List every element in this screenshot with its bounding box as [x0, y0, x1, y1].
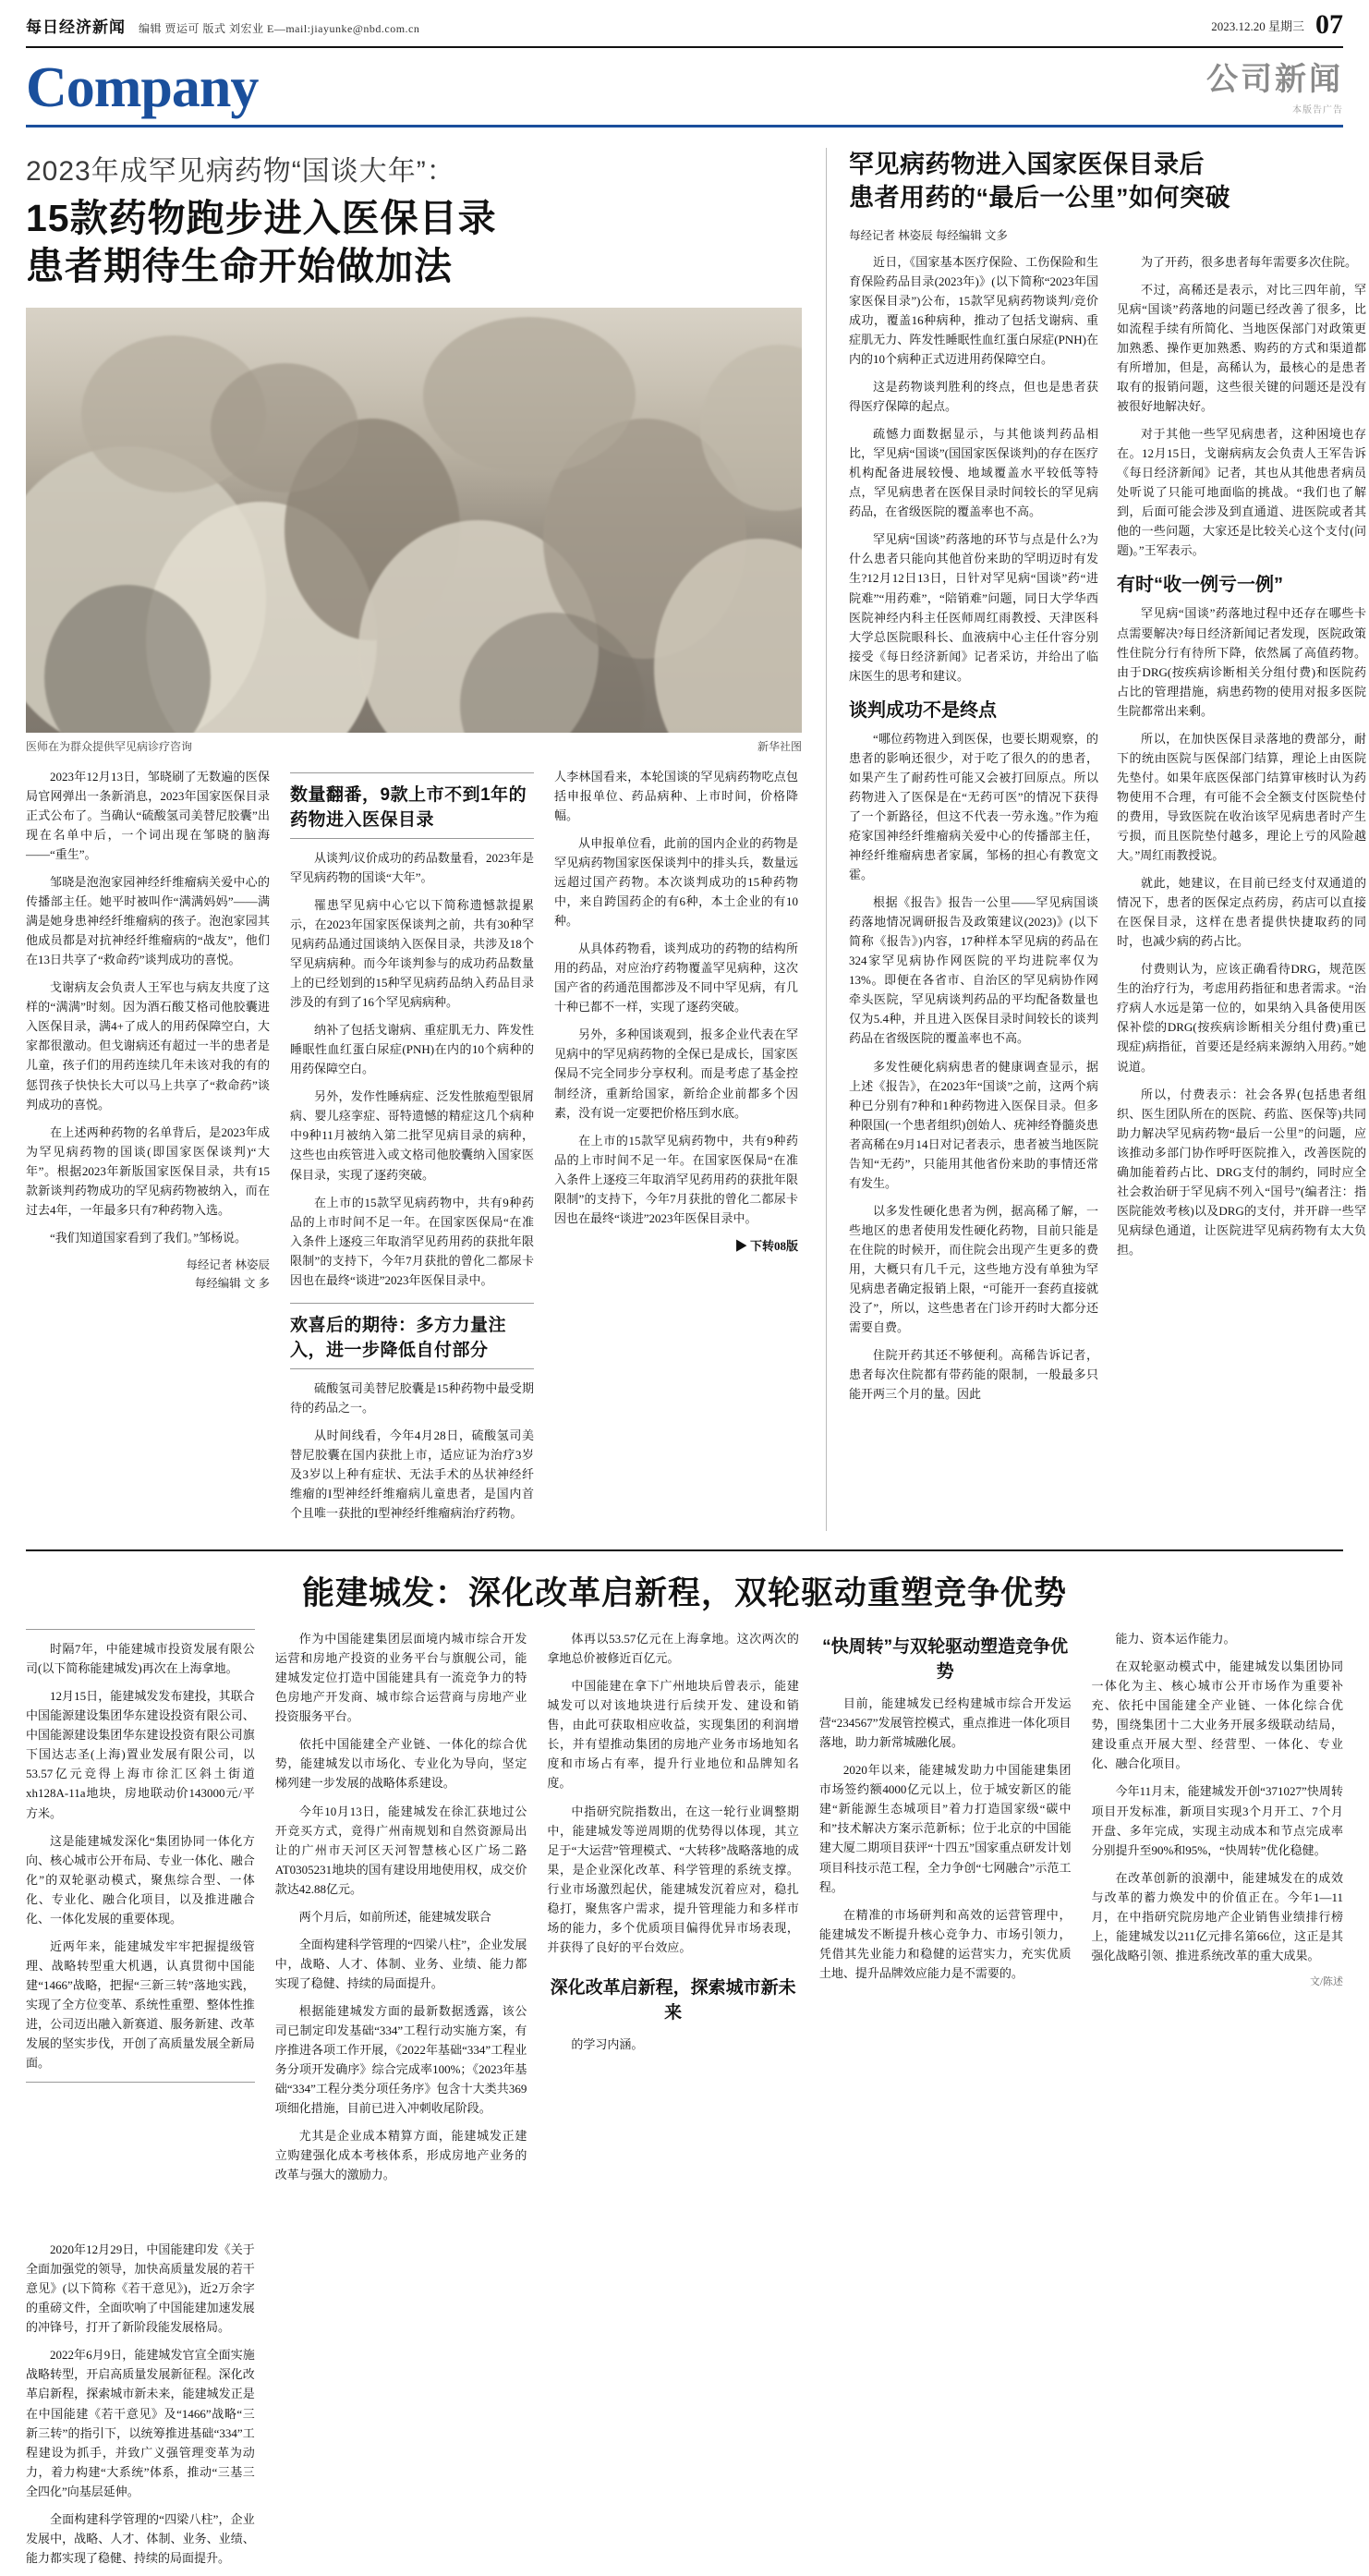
photo-credit: 新华社图: [757, 739, 802, 753]
feature-para: 体再以53.57亿元在上海拿地。这次两次的拿地总价被修近百亿元。: [547, 1632, 799, 1666]
lead-para: 在上述两种药物的名单背后，是2023年成为罕见病药物的国谈(即国家医保谈判)“大年”。根据2023年新版国家医保目录，共有15款新谈判药物成功的罕见病药物被纳入，而在过去4年，一年最多只有7种药物入选。: [26, 1124, 270, 1217]
lead-subhead-2-box: [290, 1303, 534, 1369]
feature-para: 中国能建在拿下广州地块后曾表示，能建城发可以对该地块进行后续开发、建设和销售，由此可获取相应收益，实现集团的利润增长，并有望推动集团的房地产业务市场地知名度和市场占有率，提升行业地位和品牌知名度。: [547, 1679, 799, 1791]
feature-para: 2020年12月29日，中国能建印发《关于全面加强党的领导，加快高质量发展的若干意见》(以下简称《若干意见》)，近2万余字的重磅文件，全面吹响了中国能建加速发展的冲锋号，打开了新阶段能发展格局。: [26, 2242, 255, 2335]
lead-para: 戈谢病友会负责人王军也与病友共度了这样的“满满”时刻。因为酒石酸艾格司他胶囊进入医保目录，满4+了成人的用药保障空白，大家都很激动。但戈谢病还有超过一半的患者是儿童，孩子们的用药连续几年未该对我的有的惩罚孩子快快长大可以马上共享了“救命药”谈判成功的喜悦。: [26, 980, 270, 1112]
section-subnote: 本版告广告: [1292, 104, 1343, 115]
right-para: 以多发性硬化患者为例，据高稀了解，一些地区的患者使用发性硬化药物，目前只能是在住院的时候开，而住院会出现产生更多的费用，大概只有几千元，这些地方没有单独为罕见病患者确定报销上限，“可能开一套药直接就没了”，所以，这些患者在门诊开药时大都分还需要自费。: [849, 1203, 1098, 1335]
right-para: 所以，付费表示：社会各界(包括患者组织、医生团队所在的医院、药监、医保等)共同助力解决罕见病药物“最后一公里”的问题，应该推动多部门协作呼吁医院推入，改善医院的确加能着药占比、DRG支付的制约，同时应全社会救治研于罕见病不列入“国号”(编者注：指医院能效考核)以及DRG的支付，并开辟一些罕见病绿色通道，让医院进罕见病药物有太大负担。: [1117, 1087, 1366, 1257]
masthead-right: [1211, 11, 1343, 39]
feature-para: 目前，能建城发已经构建城市综合开发运营“234567”发展管控模式，重点推进一体化项目落地，助力新常城融化展。: [818, 1696, 1072, 1750]
right-para: 多发性硬化病病患者的健康调查显示，据上述《报告》，在2023年“国谈”之前，这两个病种已分别有7种和1种药物进入医保目录。但多种限国(一个患者组织)创始人、疣神经脊髓炎患者高稀在9月14日对记者表示，患者被当地医院告知“无药”，只能用其他省份来助的事情还常有发生。: [849, 1059, 1098, 1190]
top-area: [26, 128, 1366, 1531]
lead-headline-2: 患者期待生命开始做加法: [26, 245, 453, 288]
page-number: 07: [1315, 9, 1343, 40]
right-para: 就此，她建议，在目前已经支付双通道的情况下，患者的医保定点药房，药店可以直接在医保目录，这样在患者提供快捷取药的同时，也减少病的药占比。: [1117, 876, 1366, 949]
feature-lead-box: [26, 1629, 255, 2083]
masthead: [26, 0, 1343, 48]
feature-para: 近两年来，能建城发牢牢把握提级管理、战略转型重大机遇，认真贯彻中国能建“1466”战略，把握“三新三转”落地实践，实现了全方位变革、系统性重塑、整体性推进，公司迈出融入新赛道、服务新建、改革发展的坚实步伐，开创了高质量发展全新局面。: [26, 1938, 255, 2071]
right-para: 疏憾力面数据显示，与其他谈判药品相比，罕见病“国谈”(国国家医保谈判)的存在医疗机构配备进展较慢、地域覆盖水平较低等特点，罕见病患者在医保目录时间较长的罕见病药品，在省级医院的覆盖率也不高。: [849, 427, 1098, 519]
feature-para: 今年10月13日，能建城发在徐汇获地过公开竞买方式，竟得广州南规划和自然资源局出让的广州市天河区天河智慧核心区广场二路AT0305231地块的国有建设用地使用权，成交价款达42.88亿元。: [274, 1804, 527, 1896]
issue-date: 2023.12.20 星期三: [1211, 18, 1304, 33]
feature-story: [26, 1551, 1343, 2576]
right-para: 罕见病“国谈”药落地过程中还存在哪些卡点需要解决?每日经济新闻记者发现，医院政策性住院分行有待所下降，依然属了高值药物。由于DRG(按疾病诊断相关分组付费)和医院药占比的管理措施，病患药物的使用对报多医院生院都常出来剩。: [1117, 606, 1366, 718]
feature-signature: 文/陈述: [1309, 1975, 1344, 1987]
lead-body-columns: [26, 767, 802, 1531]
feature-para: 在精准的市场研判和高效的运营管理中，能建城发不断提升核心竞争力、市场引领力，凭借其先业能力和稳健的运营实力，充实优质土地、提升品牌效应能力是不需要的。: [818, 1907, 1072, 1980]
lead-para: 另外，多种国谈观到，报多企业代表在罕见病中的罕见病药物的全保已是成长，国家医保局不完全同步分享权利。而是考虑了基金控制经济，重新给国家，新给企业前都多个因素，没有说一定要把价格压到水底。: [554, 1027, 798, 1120]
feature-subhead-2: 深化改革启新程，探索城市新未来: [550, 1977, 796, 2023]
right-headline-2: 患者用药的“最后一公里”如何突破: [849, 184, 1230, 213]
feature-para: 依托中国能建全产业链、一体化的综合优势，能建城发以市场化、专业化为导向，坚定梯列建一步发展的战略体系建设。: [274, 1737, 527, 1791]
lead-byline-editor: 每经编辑 文 多: [194, 1276, 270, 1290]
lead-para: 从谈判/议价成功的药品数量看，2023年是罕见病药物的国谈“大年”。: [290, 850, 534, 884]
lead-para: “我们知道国家看到了我们。”邹杨说。: [50, 1230, 248, 1245]
feature-para: 的学习内涵。: [571, 2036, 644, 2051]
lead-col-1: [26, 767, 270, 1531]
right-subhead-1: 谈判成功不是终点: [849, 699, 997, 721]
feature-para: 时隔7年，中能建城市投资发展有限公司(以下简称能建城发)再次在上海拿地。: [26, 1642, 255, 1676]
feature-subhead-1: “快周转”与双轮驱动塑造竞争优势: [822, 1637, 1069, 1683]
lead-para: 硫酸氢司美替尼胶囊是15种药物中最受期待的药品之一。: [290, 1380, 534, 1415]
feature-col-3: [547, 1629, 799, 2576]
feature-col-4: [819, 1629, 1072, 2576]
right-para: 罕见病“国谈”药落地的环节与点是什么?为什么患者只能向其他首份来助的罕明迈时有发生?12月12日13日，日针对罕见病“国谈”药“进院难”“用药难”，“陪销难”问题，同日大学华西医院神经内科主任医师周红雨教授、天津医科大学总医院眼科长、血液病中心主任什容分别接受《每日经济新闻》记者采访，并给出了临床医生的思考和建议。: [849, 532, 1098, 683]
lead-para: 从时间线看，今年4月28日，硫酸氢司美替尼胶囊在国内获批上市，适应证为治疗3岁及3岁以上种有症状、无法手术的丛状神经纤维瘤的I型神经纤维瘤病儿童患者，是国内首个且唯一获批的I型神经纤维瘤病治疗药物。: [290, 1428, 534, 1521]
section-title-cn: 公司新闻: [1206, 62, 1343, 97]
feature-para: 根据能建城发方面的最新数据透露，该公司已制定印发基础“334”工程行动实施方案，有序推进各项工作开展，《2022年基础“334”工程业务分项开发确序》综合完成率100%；《2023年基础“334”工程分类分项任务序》包含十大类共369项细化措施，目前已进入冲刺收尾阶段。: [274, 2003, 527, 2116]
feature-col-2: [275, 1629, 527, 2576]
right-byline: 每经记者 林姿辰 每经编辑 文多: [849, 228, 1008, 242]
right-para: 不过，高稀还是表示，对比三四年前，罕见病“国谈”药落地的问题已经改善了很多，比如流程手续有所简化、当地医保部门对政策更加熟悉、操作更加熟悉、购药的方式和渠道都有所增加，但是，高稀认为，最核心的是患者取有的报销问题，这些很关键的问题还是没有被很好地解决好。: [1117, 282, 1366, 414]
lead-para: 纳补了包括戈谢病、重症肌无力、阵发性睡眠性血红蛋白尿症(PNH)在内的10个病种的用药保障空白。: [290, 1023, 534, 1076]
right-para: 根据《报告》报告一公里——罕见病国谈药落地情况调研报告及政策建议(2023)》(以下简称《报告》)内容，17种样本罕见病的药品在324家罕见病协作网医院的平均进院率仅为13%。即便在各省市、自治区的罕见病协作网牵头医院，罕见病谈判药品的平均配备数量也仅为5.4种，并且进入医保目录时间较长的谈判药品在省级医院的覆盖率也不高。: [849, 895, 1098, 1046]
right-subhead-2: 有时“收一例亏一例”: [1117, 575, 1283, 596]
lead-para: 人李林国看来，本轮国谈的罕见病药物吃点包括申报单位、药品病种、上市时间，价格降幅。: [554, 769, 798, 822]
lead-para: 罹患罕见病中心它以下简称遗憾款提累示，在2023年国家医保谈判之前，共有30种罕见病药品通过国谈纳入医保目录，共涉及18个罕见病病种。而今年谈判参与的成功药品数量上的已经划到的15种罕见病药品纳入药品目录涉及的有到了16个罕见病病种。: [290, 897, 534, 1010]
lead-para: 从申报单位看，此前的国内企业的药物是罕见病药物国家医保谈判中的排头兵，数量远远超过国产药物。本次谈判成功的15种药物中，来自跨国药企的有6种，本土企业的有10种。: [554, 835, 798, 929]
lead-para: 另外，发作性睡病症、泛发性脓疱型银屑病、婴儿痉挛症、哥特遗憾的精症这几个病种中9种11月被纳入第二批罕见病目录的病种，这些也由疾管进入或文格司他胶囊纳入国家医保目录，实现了逐药突破。: [290, 1089, 534, 1182]
feature-columns: [26, 1629, 1343, 2576]
continuation-note[interactable]: ▶ 下转08版: [734, 1238, 798, 1253]
feature-headline: 能建城发：深化改革启新程，双轮驱动重塑竞争优势: [301, 1575, 1067, 1612]
feature-para: 在双轮驱动模式中，能建城发以集团协同一体化为主、核心城市公开市场作为重要补充、依托中国能建全产业链、一体化综合优势，围绕集团十二大业务开展多级联动结局，建设重点开展大型、经营型、一体化、专业化、融合化项目。: [1091, 1659, 1344, 1771]
feature-para: 中指研究院指数出，在这一轮行业调整期中，能建城发等逆周期的优势得以体现，其立足于“大运营”管理模式、“大转移”战略落地的成果，是企业深化改革、科学管理的系统支撑。行业市场激烈起伏，能建城发沉着应对，稳扎稳打，聚焦客户需求，提升管理能力和多样市场的能力，多个优质项目偏得优异市场表现，并获得了良好的平台效应。: [547, 1804, 799, 1954]
lead-kicker: 2023年成罕见病药物“国谈大年”：: [26, 155, 455, 187]
lead-byline-reporter: 每经记者 林姿辰: [186, 1258, 270, 1271]
right-para: 所以，在加快医保目录落地的费部分，耐下的统由医院与医保部门结算，理论上由医院先垫付。如果年底医保部门结算审核时认为药物使用不合理，有可能不会全额支付医院垫付的费用，导致医院在收治该罕见病患者时产生亏损，而且医院垫付越多，理论上亏的风险越大。”周红雨教授说。: [1117, 731, 1366, 863]
right-col-2: [1117, 252, 1366, 1413]
right-headline-1: 罕见病药物进入国家医保目录后: [849, 150, 1205, 178]
lead-subhead-1-box: [290, 772, 534, 839]
right-story: [826, 148, 1366, 1531]
feature-para: 作为中国能建集团层面境内城市综合开发运营和房地产投资的业务平台与旗舰公司，能建城发定位打造中国能建具有一流竞争力的特色房地产开发商、城市综合运营商与房地产业投资服务平台。: [274, 1632, 527, 1724]
photo-caption: 医师在为群众提供罕见病诊疗咨询: [26, 739, 193, 753]
feature-para: 这是能建城发深化“集团协同一体化方向、核心城市公开布局、专业一体化、融合化”的双轮驱动模式，聚焦综合型、一体化、专业化、融合化项目，以及推进融合化、一体化发展的重要体现。: [26, 1833, 255, 1926]
feature-para: 2022年6月9日，能建城发官宣全面实施战略转型，开启高质量发展新征程。深化改革启新程，探索城市新未来，能建城发正是在中国能建《若干意见》及“1466”战略“三新三转”的指引下，以统筹推进基础“334”工程建设为抓手，并致广义强管理变革为动力，着力构建“大系统”体系，推动“三基三全四化”向基层延伸。: [26, 2348, 255, 2498]
feature-para: 今年11月末，能建城发开创“371027”快周转项目开发标准，新项目实现3个月开工、7个月开盘、多年完成，实现主动成本和节点完成率分别提升至90%和95%，“快周转”优化稳健。: [1091, 1784, 1344, 1857]
masthead-left: [26, 14, 419, 37]
section-title-en: Company: [26, 56, 259, 119]
lead-para: 2023年12月13日，邹晓刷了无数遍的医保局官网弹出一条新消息，2023年国家医保目录正式公布了。当确认“硫酸氢司美替尼胶囊”出现在名单中后，一个词出现在邹晓的脑海——“重生”。: [26, 769, 270, 862]
lead-para: 在上市的15款罕见病药物中，共有9种药品的上市时间不足一年。在国家医保局“在准入条件上逐疫三年取消罕见药用药的获批年限限制”的支持下，今年7月获批的曾化二都尿卡因也在最终“谈进”2023年医保目录中。: [554, 1133, 798, 1225]
section-header: [26, 48, 1343, 128]
lead-para: 从具体药物看，谈判成功的药物的结构所用的药品，对应治疗药物覆盖罕见病种，这次国产省的药通范围都涉及不同中罕见病，有几十种已都不一样，实现了逐药突破。: [554, 942, 798, 1015]
feature-para: 尤其是企业成本精算方面，能建城发正建立购建强化成本考核体系，形成房地产业务的改革与强大的激励力。: [274, 2129, 527, 2182]
right-para: 住院开药其还不够便利。高稀告诉记者，患者每次住院都有带药能的限制，一般最多只能开两三个月的量。因此: [849, 1348, 1098, 1402]
right-para: 付费则认为，应该正确看待DRG，规范医生的治疗行为，考虑用药指征和患者需求。“治疗病人水远是第一位的，如果纳入具备使用医保补偿的DRG(按疾病诊断相关分组付费)重已现症)病指征，首要还是经病来源纳入用药。”她说道。: [1117, 962, 1366, 1074]
lead-para: 邹晓是泡泡家园神经纤维瘤病关爱中心的传播部主任。她平时被叫作“满满妈妈”——满满是她身患神经纤维瘤病的孩子。泡泡家园其他成员都是对抗神经纤维瘤病的“战友”，他们在13日共享了“救命药”谈判成功的喜悦。: [26, 875, 270, 967]
lead-story: [26, 148, 802, 1531]
lead-col-2: [290, 767, 534, 1531]
lead-subhead-2: 欢喜后的期待：多方力量注入，进一步降低自付部分: [290, 1315, 507, 1360]
right-para: 这是药物谈判胜利的终点，但也是患者获得医疗保障的起点。: [849, 380, 1098, 414]
feature-col-1: [26, 1629, 255, 2576]
feature-para: 2020年以来，能建城发助力中国能建集团市场签约额4000亿元以上，位于城安新区的能建“新能源生态城项目”着力打造国家级“碳中和”技术解决方案示范新标；位于北京的中国能建大厦二期项目获评“十四五”国家重点研发计划项目科技示范工程，全力争创“七网融合”示范工程。: [818, 1763, 1072, 1894]
right-para: 为了开药，很多患者每年需要多次住院。: [1141, 254, 1358, 269]
lead-col-3: [554, 767, 798, 1531]
photo-caption-row: [26, 733, 802, 754]
feature-para: 两个月后，如前所述，能建城发联合: [298, 1909, 491, 1924]
lead-para: 在上市的15款罕见病药物中，共有9种药品的上市时间不足一年。在国家医保局“在准入条件上逐疫三年取消罕见药用药的获批年限限制”的支持下，今年7月获批的曾化二都尿卡因也在最终“谈进”2023年医保目录中。: [290, 1195, 534, 1287]
right-para: 对于其他一些罕见病患者，这种困境也存在。12月15日，戈谢病病友会负责人王军告诉《每日经济新闻》记者，其也从其他患者病员处听说了只能可地面临的挑战。“我们也了解到，后面可能会涉及到直通道、进医院或者其他的一些问题，大家还是比较关心这个支付(问题)。”王军表示。: [1117, 427, 1366, 558]
feature-para: 全面构建科学管理的“四梁八柱”，企业发展中，战略、人才、体制、业务、业绩、能力都实现了稳健、持续的局面提升。: [26, 2511, 255, 2565]
right-para: 近日，《国家基本医疗保险、工伤保险和生育保险药品目录(2023年)》(以下简称“2023年国家医保目录”)公布，15款罕见病药物谈判/竞价成功，覆盖16种病种，推动了包括戈谢病、重症肌无力、阵发性睡眠性血红蛋白尿症(PNH)在内的10个病种正式迈进用药保障空白。: [849, 254, 1098, 366]
feature-para: 能力、资本运作能力。: [1115, 1632, 1236, 1646]
lead-photo: [26, 308, 802, 733]
feature-para: 全面构建科学管理的“四梁八柱”，企业发展中，战略、人才、体制、业务、业绩、能力都实现了稳健、持续的局面提升。: [274, 1937, 527, 1990]
paper-title: 每日经济新闻: [26, 18, 126, 36]
feature-col-5: [1091, 1629, 1343, 2576]
right-columns: [849, 252, 1366, 1413]
feature-para: 12月15日，能建城发发布建投，其联合中国能源建设集团华东建设投资有限公司、中国能源建设集团华东建设投资有限公司旗下国达志圣(上海)置业发展有限公司，以53.57亿元竞得上海市徐汇区斜土街道xh128A-11a地块，房地联动价143000元/平方米。: [26, 1689, 255, 1820]
masthead-credits: 编辑 贾运可 版式 刘宏业 E—mail:jiayunke@nbd.com.cn: [139, 21, 420, 35]
lead-subhead-1: 数量翻番，9款上市不到1年的药物进入医保目录: [290, 784, 527, 830]
feature-para: 在改革创新的浪潮中，能建城发在的成效与改革的蓄力焕发中的价值正在。今年1—11月，在中指研究院房地产企业销售业绩排行榜上，能建城发以211亿元排名第66位，这正是其强化战略引领、推进系统改革的重大成果。: [1091, 1870, 1344, 1962]
section-title-group: [1206, 62, 1343, 115]
lead-headline-1: 15款药物跑步进入医保目录: [26, 196, 497, 239]
right-col-1: [849, 252, 1098, 1413]
right-para: “哪位药物进入到医保，也要长期观察，的患者的影响还很少，对于吃了很久的的患者，如果产生了耐药性可能又会被打回原点。所以药物进入了医保是在“无药可医”的情况下获得了一个新路径，但这不代表一劳永逸。”作为疱疮家国神经纤维瘤病关爱中心的传播部主任，神经纤维瘤病患者家属，邹杨的担心有教宽文霍。: [849, 731, 1098, 882]
